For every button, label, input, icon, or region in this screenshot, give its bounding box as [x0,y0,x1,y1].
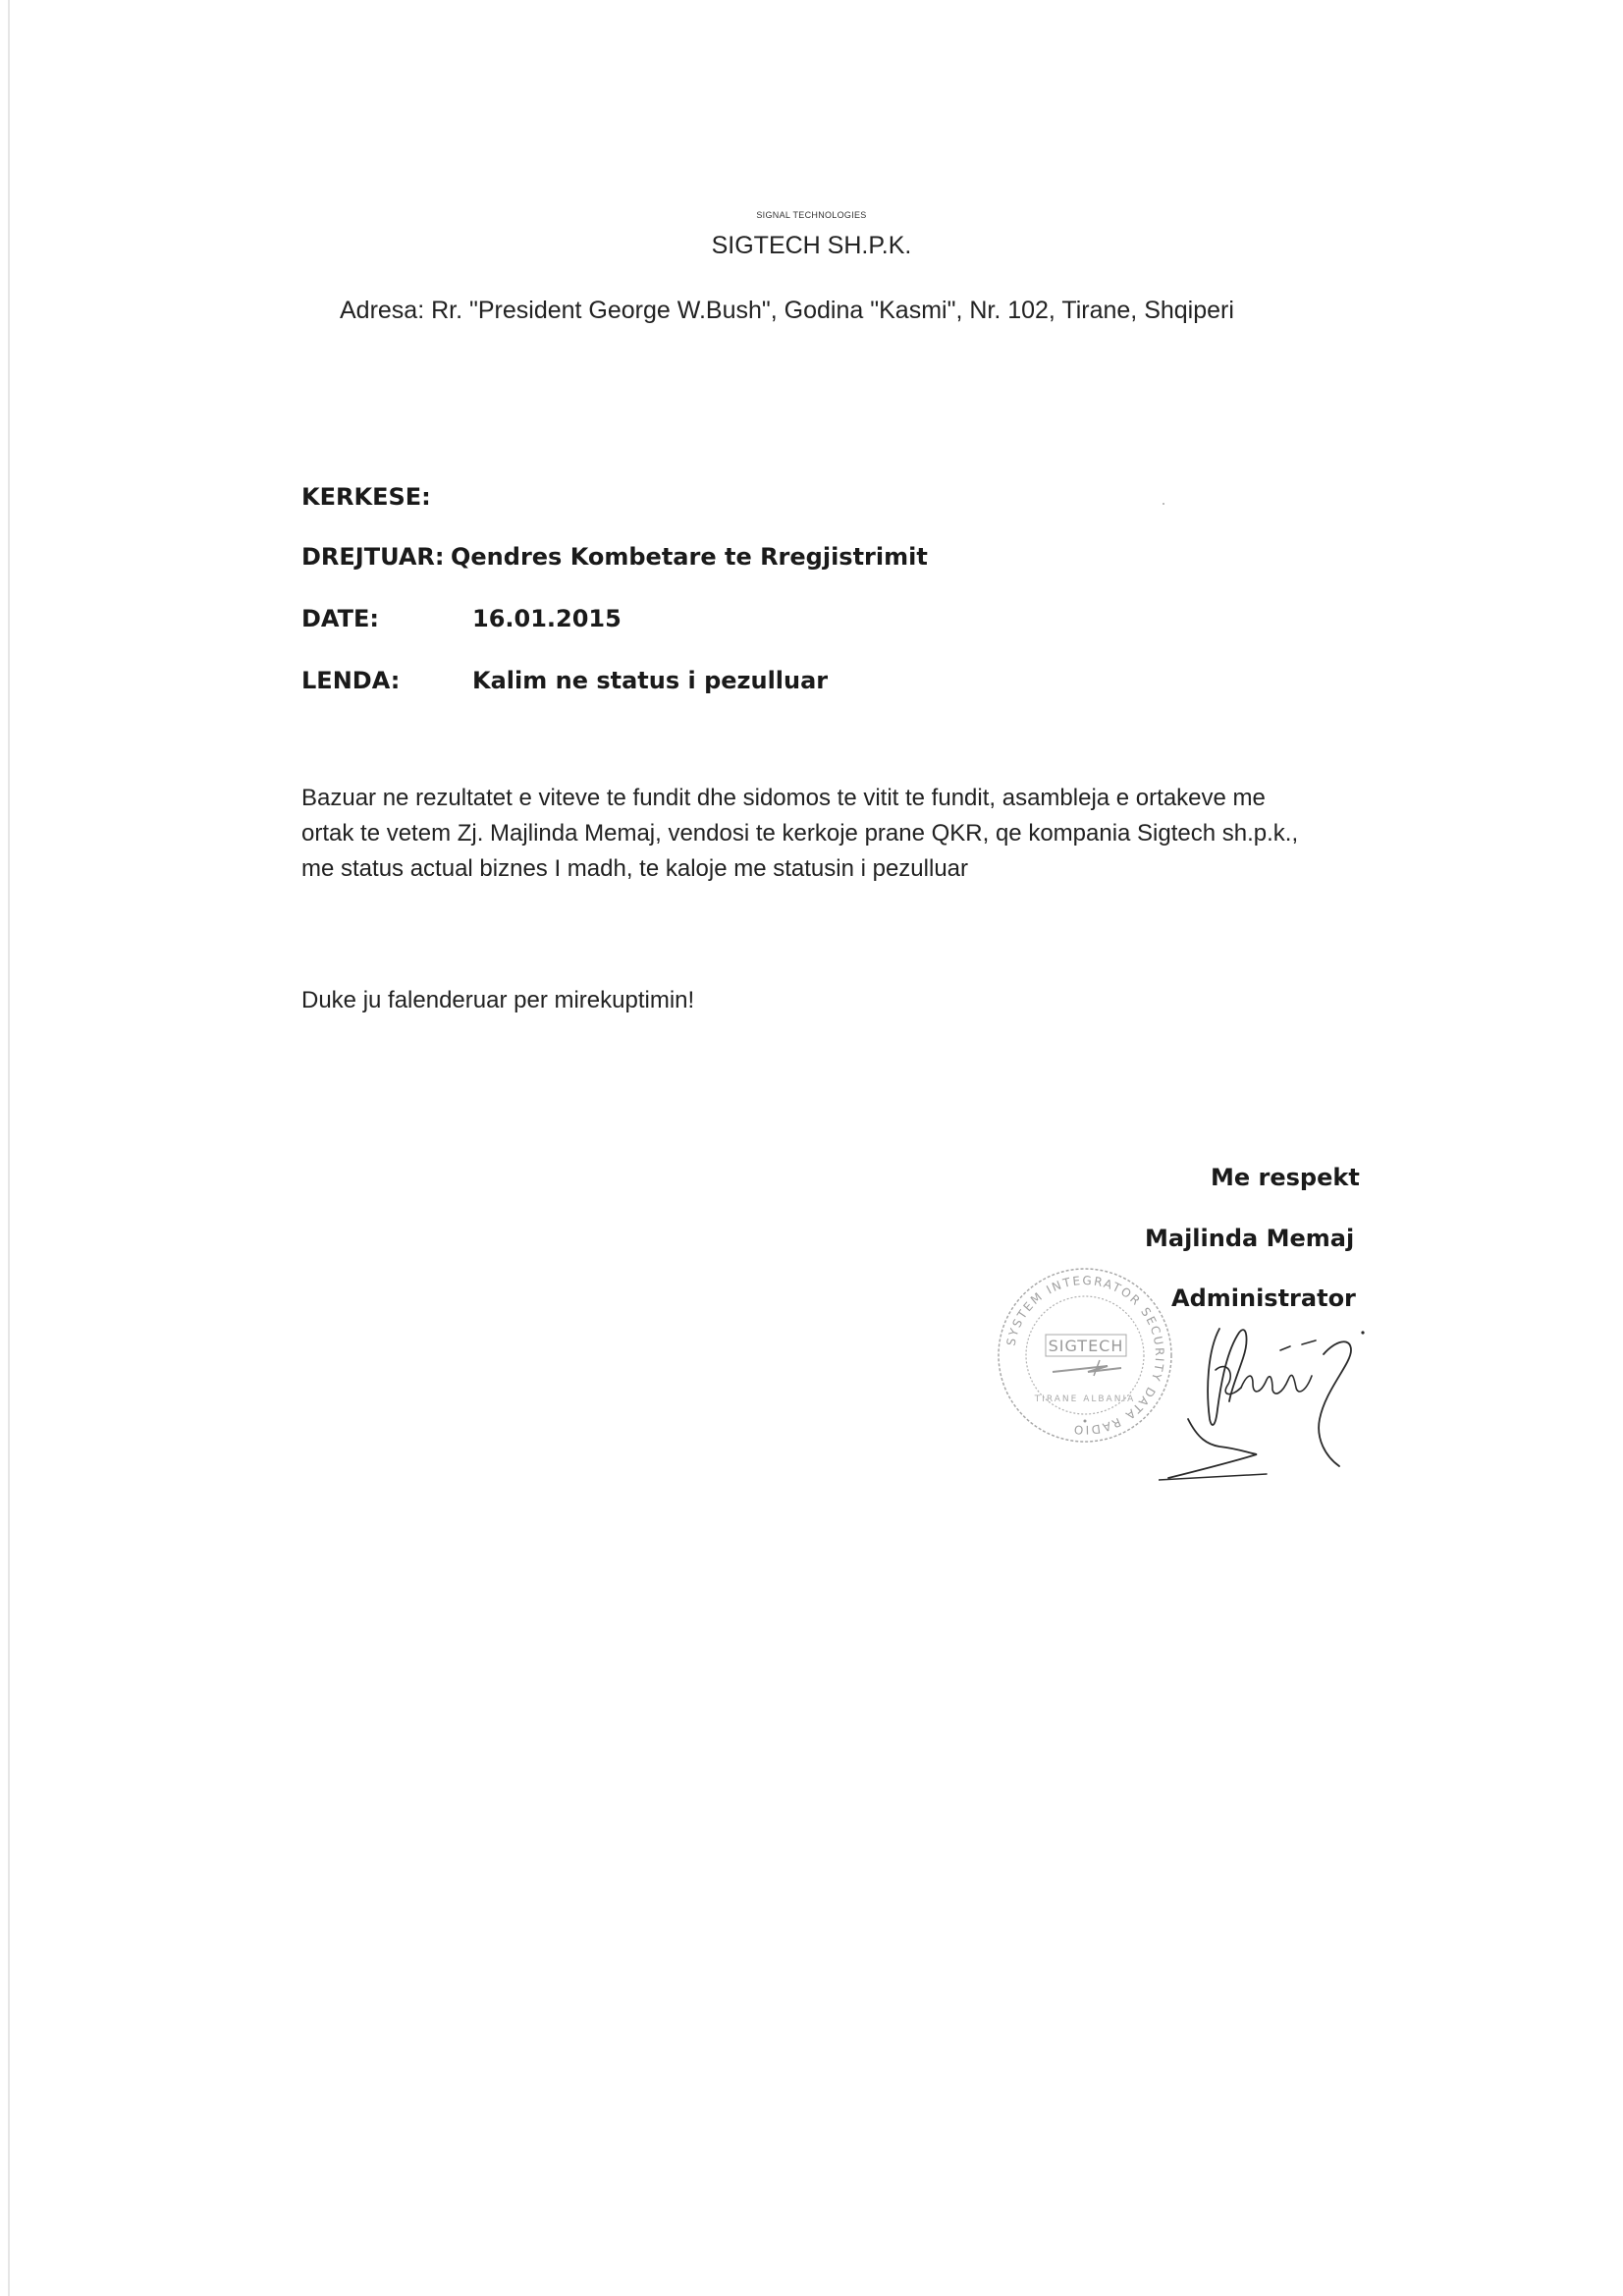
drejtuar-value: Qendres Kombetare te Rregjistrimit [451,543,928,571]
handwritten-signature [1159,1311,1384,1498]
lenda-value: Kalim ne status i pezulluar [472,667,829,694]
company-stamp [992,1262,1178,1449]
scan-speck [1163,503,1164,505]
stamp-center-text: SIGTECH [1048,1337,1124,1355]
drejtuar-row [301,543,928,571]
date-row [301,605,622,632]
regards-line: Me respekt [1211,1164,1360,1191]
scan-edge [8,0,10,2296]
date-value: 16.01.2015 [472,605,622,632]
company-tagline: SIGNAL TECHNOLOGIES [756,210,867,220]
body-line: me status actual biznes I madh, te kaloje me statusin i pezulluar [301,855,969,882]
signatory-role: Administrator [1171,1285,1356,1312]
body-line: Bazuar ne rezultatet e viteve te fundit dhe sidomos te vitit te fundit, asambleja e ortakeve me [301,785,1266,811]
kerkese-row [301,483,431,511]
kerkese-label: KERKESE: [301,483,431,511]
signatory-name: Majlinda Memaj [1145,1225,1355,1252]
date-label: DATE: [301,605,379,632]
svg-text:TIRANE ALBANIA: TIRANE ALBANIA [1034,1394,1136,1404]
body-paragraph [301,781,1381,887]
svg-text:SYSTEM INTEGRATOR SECURITY DAT: SYSTEM INTEGRATOR SECURITY DATA RADIO [1003,1273,1167,1438]
drejtuar-label: DREJTUAR: [301,543,445,571]
closing-line: Duke ju falenderuar per mirekuptimin! [301,987,695,1013]
lenda-row [301,667,829,694]
body-line: ortak te vetem Zj. Majlinda Memaj, vendosi te kerkoje prane QKR, qe kompania Sigtech sh.p.k., [301,820,1299,847]
company-name: SIGTECH SH.P.K. [711,232,912,259]
company-address: Adresa: Rr. "President George W.Bush", Godina "Kasmi", Nr. 102, Tirane, Shqiperi [340,297,1234,324]
lenda-label: LENDA: [301,667,401,694]
